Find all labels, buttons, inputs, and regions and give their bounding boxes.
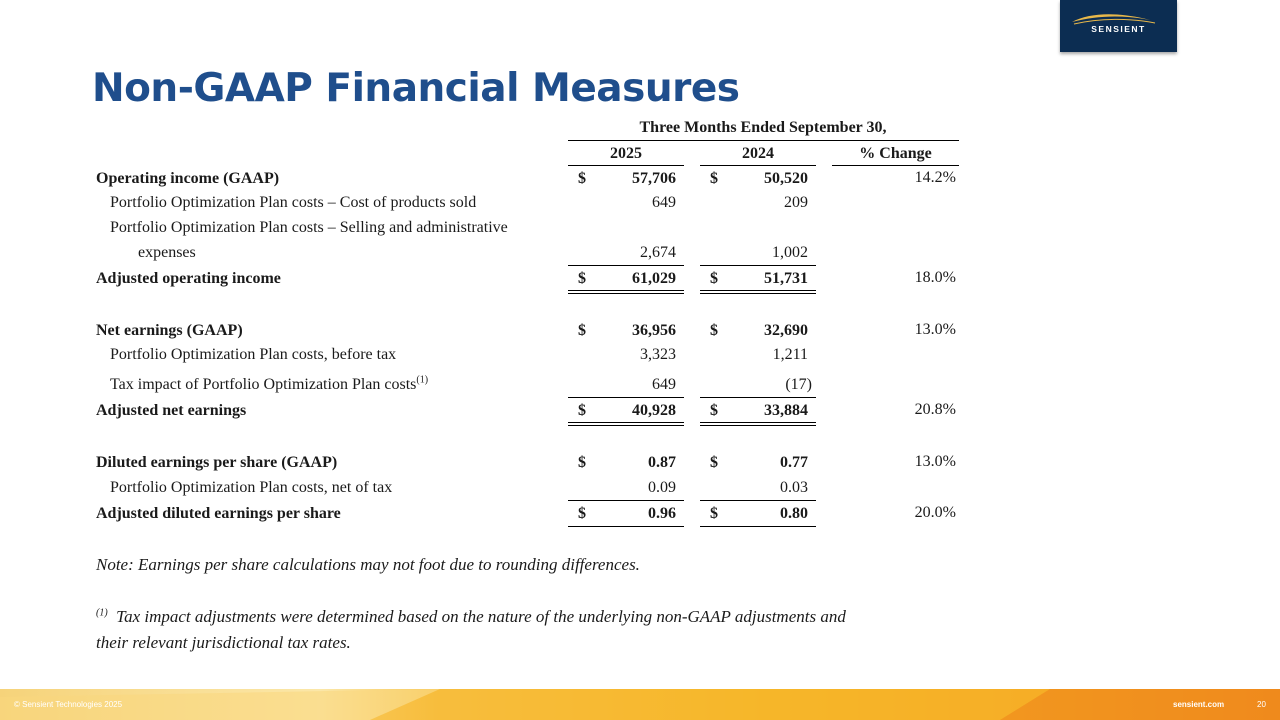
footer-website[interactable]: sensient.com bbox=[1173, 700, 1225, 709]
col-header-2024: 2024 bbox=[742, 145, 774, 162]
rounding-note: Note: Earnings per share calculations may not foot due to rounding differences. bbox=[96, 555, 640, 574]
footnote-line-1: $^{(1)}$ Tax impact adjustments were determined based on the nature of the underlying non-GAAP adjustments and bbox=[96, 607, 846, 626]
value-2025: 61,029 bbox=[632, 270, 676, 287]
value-2024: 0.80 bbox=[780, 505, 808, 522]
currency-symbol: $ bbox=[578, 505, 586, 522]
page-title: Non-GAAP Financial Measures bbox=[92, 66, 740, 111]
currency-symbol: $ bbox=[710, 505, 718, 522]
row-label: Portfolio Optimization Plan costs, net of tax bbox=[110, 479, 393, 496]
value-2025: 0.96 bbox=[648, 505, 676, 522]
currency-symbol: $ bbox=[710, 322, 718, 339]
row-label: Adjusted diluted earnings per share bbox=[96, 505, 341, 522]
value-2024: 50,520 bbox=[764, 170, 808, 187]
logo-wordmark: SENSIENT bbox=[1091, 24, 1146, 34]
value-2025: 3,323 bbox=[640, 346, 676, 363]
value-2024: 1,211 bbox=[772, 346, 808, 363]
value-2025: 0.09 bbox=[648, 479, 676, 496]
currency-symbol: $ bbox=[710, 402, 718, 419]
currency-symbol: $ bbox=[578, 402, 586, 419]
value-2025: 0.87 bbox=[648, 454, 676, 471]
currency-symbol: $ bbox=[578, 322, 586, 339]
value-2024: 33,884 bbox=[764, 402, 808, 419]
row-label: Adjusted operating income bbox=[96, 270, 281, 287]
row-label: Tax impact of Portfolio Optimization Plan costs bbox=[110, 376, 417, 393]
row-label: Operating income (GAAP) bbox=[96, 170, 280, 187]
value-2025: 36,956 bbox=[632, 322, 676, 339]
value-2025: 649 bbox=[652, 376, 676, 393]
footer-copyright: © Sensient Technologies 2025 bbox=[14, 700, 123, 709]
value-2024: 51,731 bbox=[764, 270, 808, 287]
footnote-marker: (1) bbox=[96, 607, 108, 619]
sensient-logo bbox=[1060, 0, 1177, 52]
percent-change: 13.0% bbox=[914, 453, 956, 470]
col-header-2025: 2025 bbox=[610, 145, 642, 162]
row-label: Adjusted net earnings bbox=[96, 402, 247, 419]
value-2024: 0.77 bbox=[780, 454, 808, 471]
value-2024: 209 bbox=[784, 194, 808, 211]
row-label: Portfolio Optimization Plan costs, before tax bbox=[110, 346, 397, 363]
row-label: Diluted earnings per share (GAAP) bbox=[96, 454, 338, 471]
col-header-change: % Change bbox=[859, 145, 932, 162]
percent-change: 20.0% bbox=[914, 504, 956, 521]
value-2025: 2,674 bbox=[640, 244, 676, 261]
page-number: 20 bbox=[1257, 700, 1266, 709]
row-label: Portfolio Optimization Plan costs – Cost of products sold bbox=[110, 194, 477, 211]
value-2024: 0.03 bbox=[780, 479, 808, 496]
percent-change: 18.0% bbox=[914, 269, 956, 286]
row-label-tax-impact bbox=[110, 375, 428, 395]
row-label: Portfolio Optimization Plan costs – Selling and administrative bbox=[110, 219, 508, 236]
percent-change: 14.2% bbox=[914, 169, 956, 186]
currency-symbol: $ bbox=[578, 170, 586, 187]
row-label: Net earnings (GAAP) bbox=[96, 322, 243, 339]
currency-symbol: $ bbox=[578, 454, 586, 471]
footnote-line-2: their relevant jurisdictional tax rates. bbox=[96, 633, 351, 652]
value-2025: 649 bbox=[652, 194, 676, 211]
currency-symbol: $ bbox=[710, 170, 718, 187]
footer-stripes bbox=[0, 689, 1280, 720]
row-label-continued: expenses bbox=[138, 244, 196, 261]
value-2025: 57,706 bbox=[632, 170, 676, 187]
percent-change: 13.0% bbox=[914, 321, 956, 338]
currency-symbol: $ bbox=[578, 270, 586, 287]
footer-bar bbox=[0, 689, 1280, 720]
value-2024: (17) bbox=[785, 376, 812, 393]
currency-symbol: $ bbox=[710, 270, 718, 287]
footnote-marker: (1) bbox=[416, 374, 429, 386]
currency-symbol: $ bbox=[710, 454, 718, 471]
period-header: Three Months Ended September 30, bbox=[639, 119, 887, 136]
percent-change: 20.8% bbox=[914, 401, 956, 418]
value-2025: 40,928 bbox=[632, 402, 676, 419]
value-2024: 32,690 bbox=[764, 322, 808, 339]
value-2024: 1,002 bbox=[772, 244, 808, 261]
